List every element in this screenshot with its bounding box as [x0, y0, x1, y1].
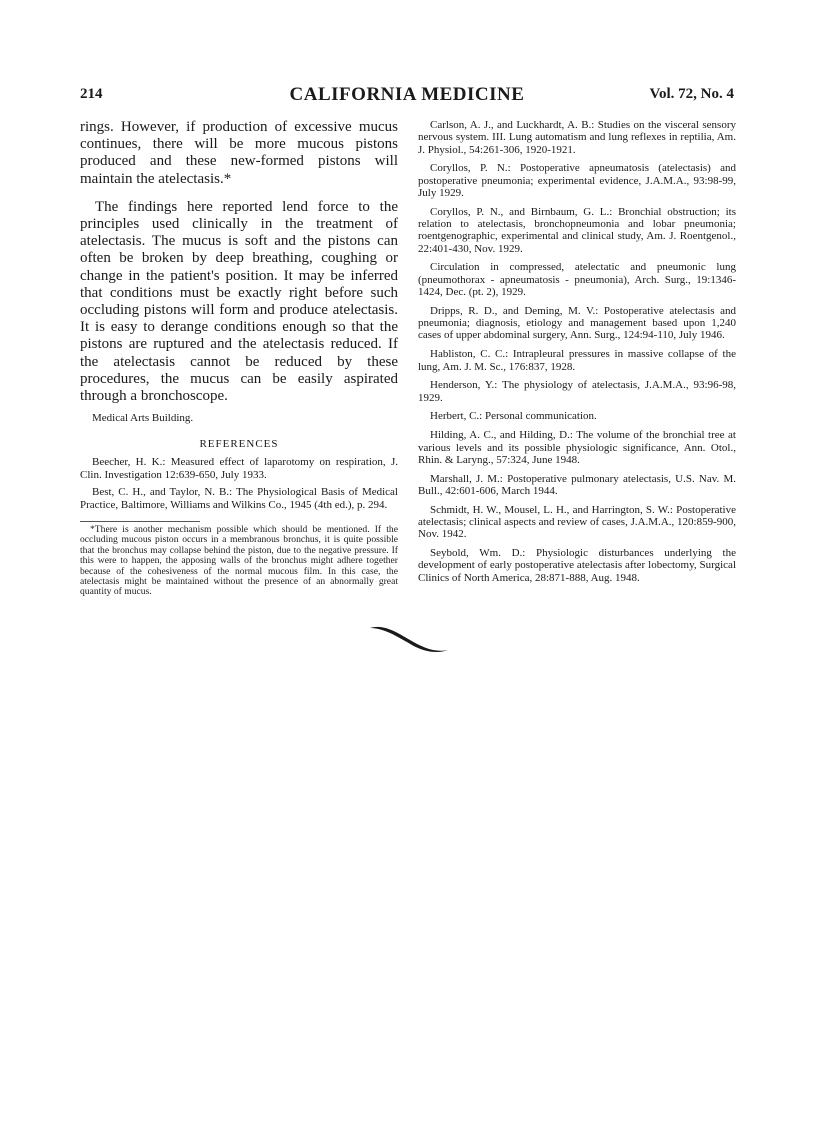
footnote-divider: [80, 521, 200, 522]
reference-item: Beecher, H. K.: Measured effect of laparotomy on respiration, J. Clin. Investigation 12:639-650, July 1933.: [80, 456, 398, 481]
reference-item: Dripps, R. D., and Deming, M. V.: Postoperative atelectasis and pneumonia; diagnosis, etiology and management based upon 1,240 cases of upper abdominal surgery, Ann. Surg., 124:94-110, July 1946.: [418, 304, 736, 342]
reference-item: Carlson, A. J., and Luckhardt, A. B.: Studies on the visceral sensory nervous system. III. Lung automatism and lung reflexes in reptilia, Am. J. Physiol., 54:261-306, 1920-1921.: [418, 119, 736, 156]
right-column: [418, 119, 736, 591]
footnote: *There is another mechanism possible which should be mentioned. If the occluding mucous piston occurs in a membranous bronchus, it is quite possible that the bronchus may collapse behind the piston, due to the negative pressure. If this were to happen, the apposing walls of the bronchus might adhere together because of the cohesiveness of the normal mucous film. In this case, the atelectasis might be maintained without the presence of an abnormally great quantity of mucus.: [80, 523, 398, 598]
volume-issue: Vol. 72, No. 4: [649, 86, 734, 102]
reference-item: Marshall, J. M.: Postoperative pulmonary atelectasis, U.S. Nav. M. Bull., 42:601-606, March 1944.: [418, 472, 736, 497]
reference-item: Herbert, C.: Personal communication.: [430, 410, 597, 423]
end-ornament-icon: [366, 622, 452, 656]
reference-item: Best, C. H., and Taylor, N. B.: The Physiological Basis of Medical Practice, Baltimore, Williams and Wilkins Co., 1945 (4th ed.), p. 294.: [80, 486, 398, 511]
body-paragraph: rings. However, if production of excessive mucus continues, there will be more mucous pistons produced and these new-formed pistons will maintain the atelectasis.*: [80, 119, 398, 187]
reference-item: Habliston, C. C.: Intrapleural pressures in massive collapse of the lung, Am. J. M. Sc., 176:837, 1928.: [418, 348, 736, 373]
references-heading: REFERENCES: [199, 438, 279, 451]
reference-item: Coryllos, P. N., and Birnbaum, G. L.: Bronchial obstruction; its relation to atelectasis, bronchopneumonia and lobar pneumonia; roentgenographic, experimental and clinical study, Am. J. Roentgenol., 22:401-430, Nov. 1929.: [418, 205, 736, 255]
reference-item: Circulation in compressed, atelectatic and pneumonic lung (pneumothorax - apneumatosis - pneumonia), Arch. Surg., 19:1346-1424, Dec. (pt. 2), 1929.: [418, 261, 736, 299]
author-address: Medical Arts Building.: [92, 412, 194, 425]
reference-item: Hilding, A. C., and Hilding, D.: The volume of the bronchial tree at various levels and its possible physiologic significance, Ann. Otol., Rhin. & Laryng., 57:324, June 1948.: [418, 429, 736, 466]
running-header: [80, 86, 734, 110]
reference-item: Seybold, Wm. D.: Physiologic disturbances underlying the development of early postoperative atelectasis after lobectomy, Surgical Clinics of North America, 28:871-888, Aug. 1948.: [418, 547, 736, 584]
reference-item: Coryllos, P. N.: Postoperative apneumatosis (atelectasis) and postoperative pneumonia; experimental evidence, J.A.M.A., 93:98-99, July 1929.: [418, 162, 736, 199]
article-body: [80, 119, 398, 405]
reference-item: Schmidt, H. W., Mousel, L. H., and Harrington, S. W.: Postoperative atelectasis; clinical aspects and review of cases, J.A.M.A., 120:859-900, Nov. 1942.: [418, 503, 736, 541]
journal-title: CALIFORNIA MEDICINE: [289, 84, 525, 105]
page-number: 214: [80, 86, 103, 102]
body-paragraph: The findings here reported lend force to the principles used clinically in the treatment of atelectasis. The mucus is soft and the pistons can often be broken by deep breathing, coughing or change in the patient's position. It may be inferred that conditions must be exactly right before such occluding pistons will form and produce atelectasis. It is easy to derange conditions enough so that the pistons are ruptured and the atelectasis reduced. If the atelectasis cannot be reduced by these procedures, the mucus can be easily aspirated through a bronchoscope.: [80, 198, 398, 405]
left-column: [80, 119, 398, 598]
reference-item: Henderson, Y.: The physiology of atelectasis, J.A.M.A., 93:96-98, 1929.: [418, 379, 736, 404]
